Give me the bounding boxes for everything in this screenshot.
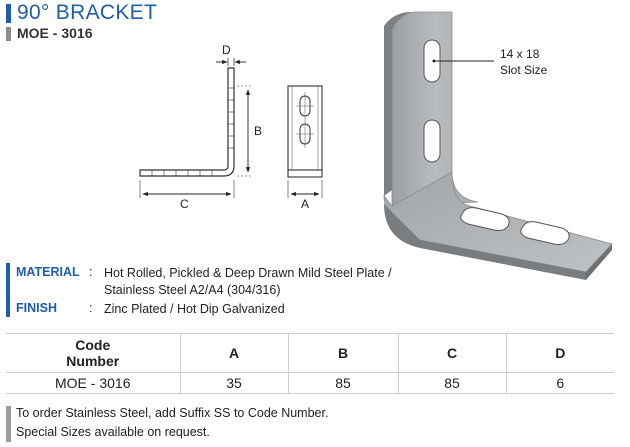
header-c: C bbox=[398, 334, 506, 373]
slot-size-callout bbox=[500, 46, 547, 78]
cell-code: MOE - 3016 bbox=[6, 373, 180, 394]
table-header-row bbox=[6, 334, 614, 373]
dim-label-c: C bbox=[180, 197, 189, 211]
cell-b: 85 bbox=[288, 373, 398, 394]
dim-label-b: B bbox=[254, 124, 263, 138]
header-b: B bbox=[288, 334, 398, 373]
notes-accent-bar bbox=[6, 406, 11, 442]
side-view-drawing bbox=[140, 43, 262, 211]
material-line-1: Hot Rolled, Pickled & Deep Drawn Mild Steel Plate / bbox=[104, 266, 392, 280]
header-code-number bbox=[6, 334, 180, 373]
spec-accent-bar bbox=[6, 263, 10, 317]
header-code-line-2: Number bbox=[66, 353, 120, 369]
cell-a: 35 bbox=[180, 373, 288, 394]
note-stainless: To order Stainless Steel, add Suffix SS to Code Number. bbox=[16, 406, 329, 420]
slot-size-value: 14 x 18 bbox=[500, 47, 540, 61]
front-view-drawing bbox=[288, 86, 322, 211]
material-label: MATERIAL bbox=[16, 265, 80, 279]
header-d: D bbox=[506, 334, 614, 373]
material-colon: : bbox=[89, 265, 93, 279]
bracket-3d-illustration bbox=[384, 12, 612, 280]
material-value bbox=[104, 265, 392, 299]
cell-c: 85 bbox=[398, 373, 506, 394]
product-code-title: MOE - 3016 bbox=[17, 25, 93, 41]
dim-label-d: D bbox=[222, 43, 231, 57]
slot-size-label: Slot Size bbox=[500, 63, 548, 77]
note-special-sizes: Special Sizes available on request. bbox=[16, 425, 210, 439]
dimension-table bbox=[6, 333, 614, 394]
header-code-line-1: Code bbox=[75, 337, 111, 353]
material-line-2: Stainless Steel A2/A4 (304/316) bbox=[104, 283, 281, 297]
dim-label-a: A bbox=[301, 197, 310, 211]
finish-label: FINISH bbox=[16, 301, 57, 315]
cell-d: 6 bbox=[506, 373, 614, 394]
finish-value: Zinc Plated / Hot Dip Galvanized bbox=[104, 302, 285, 316]
page-title: 90° BRACKET bbox=[17, 1, 158, 24]
header-a: A bbox=[180, 334, 288, 373]
table-row bbox=[6, 373, 614, 394]
finish-colon: : bbox=[89, 301, 93, 315]
